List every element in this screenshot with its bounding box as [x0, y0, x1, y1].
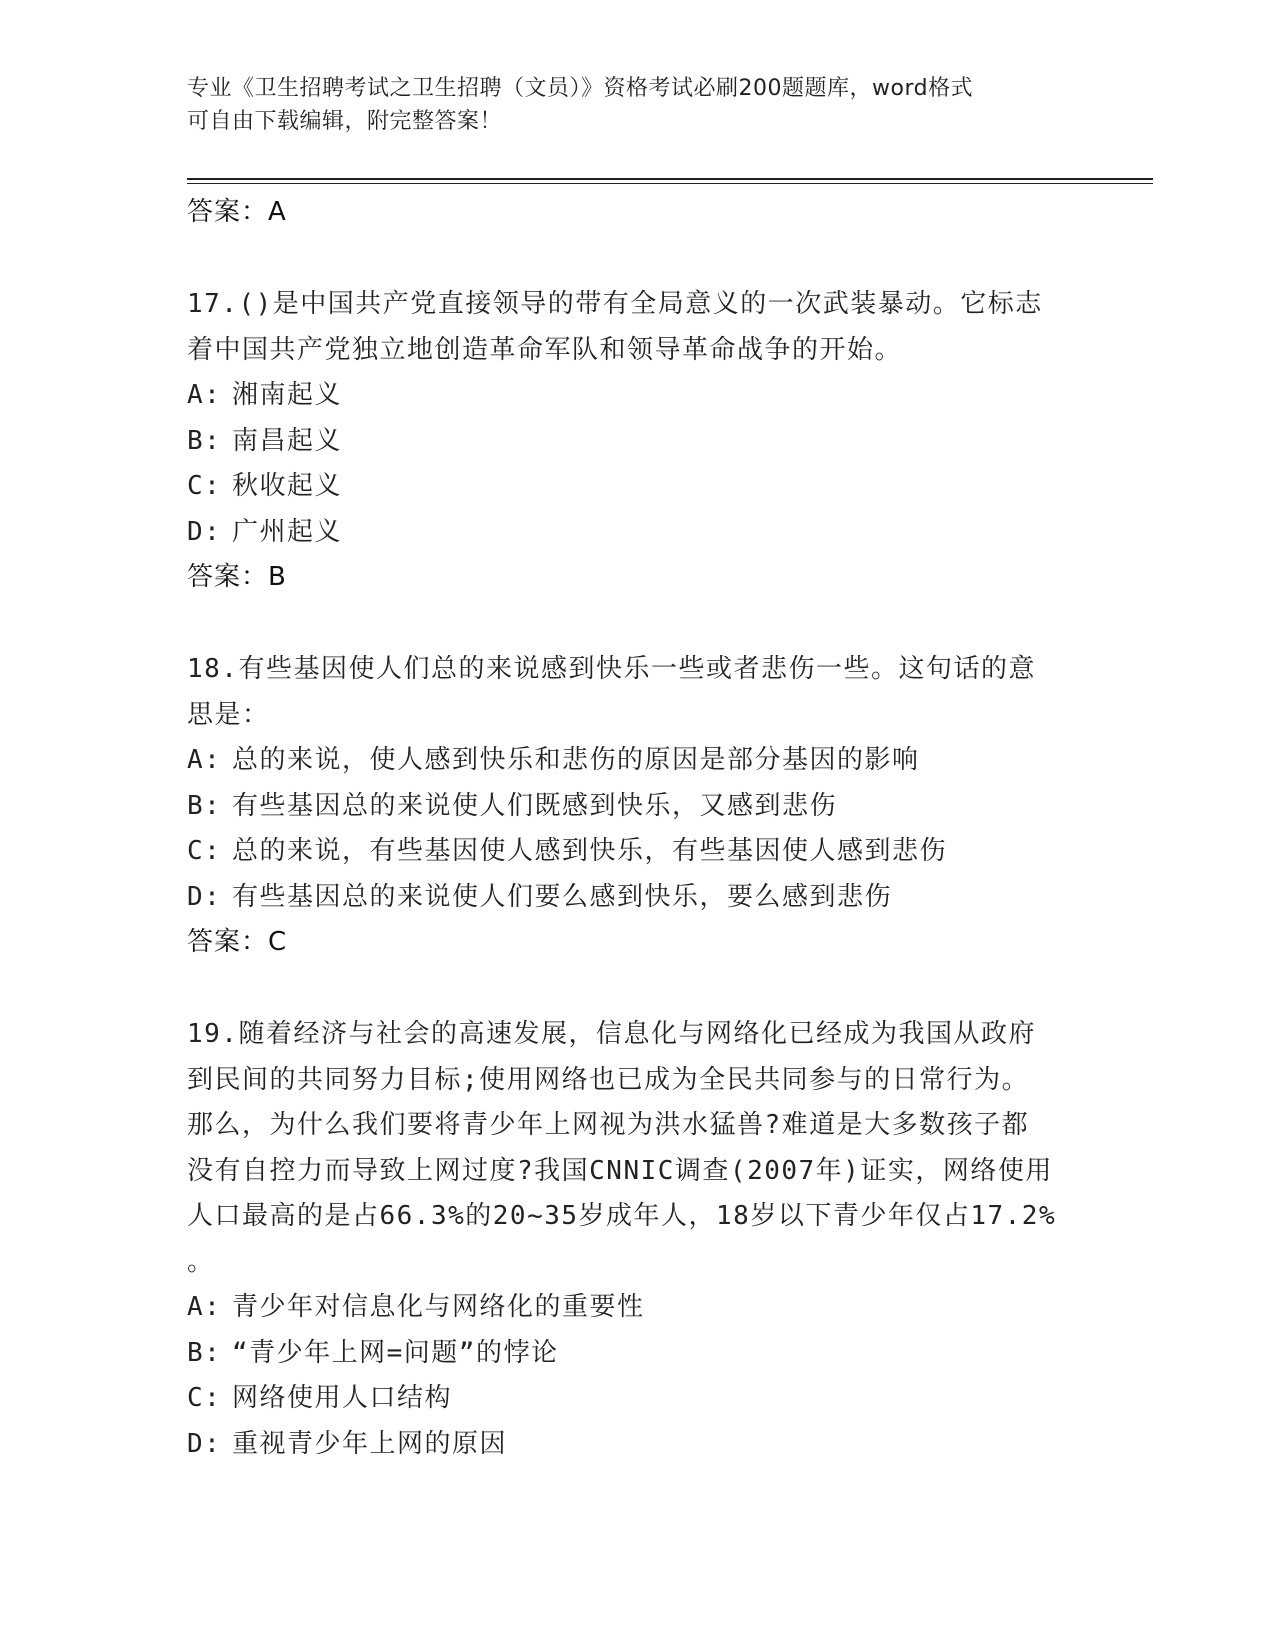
option-letter: B: — [187, 1337, 222, 1368]
option-d — [187, 1422, 1087, 1468]
option-letter: C: — [187, 1383, 222, 1413]
option-letter: C: — [187, 836, 222, 866]
option-c — [187, 1376, 1087, 1422]
option-b — [187, 784, 1087, 830]
option-letter: A: — [187, 745, 222, 775]
option-b — [187, 1331, 1087, 1377]
question-stem-line: 到民间的共同努力目标;使用网络也已成为全民共同参与的日常行为。 — [187, 1064, 1030, 1095]
option-d — [187, 875, 1087, 921]
option-letter: D: — [187, 516, 222, 547]
option-a — [187, 373, 1087, 419]
question-17 — [187, 282, 1087, 599]
option-a — [187, 738, 1087, 784]
option-text: 南昌起义 — [232, 425, 343, 456]
option-text: 秋收起义 — [232, 471, 343, 501]
question-stem-line: 17.()是中国共产党直接领导的带有全局意义的一次武装暴动。它标志 — [187, 289, 1043, 319]
question-stem-line: 思是： — [187, 699, 270, 730]
header-line-1: 专业《卫生招聘考试之卫生招聘（文员）》资格考试必刷200题题库，word格式 — [187, 76, 974, 101]
option-letter: C: — [187, 471, 222, 501]
option-letter: B: — [187, 425, 222, 456]
question-stem-line: 没有自控力而导致上网过度?我国CNNIC调查(2007年)证实，网络使用 — [187, 1155, 1053, 1186]
question-answer: 答案：C — [187, 927, 288, 957]
option-text: 青少年对信息化与网络化的重要性 — [232, 1292, 645, 1322]
question-stem-line: 18.有些基因使人们总的来说感到快乐一些或者悲伤一些。这句话的意 — [187, 654, 1036, 684]
question-stem-line: 19.随着经济与社会的高速发展，信息化与网络化已经成为我国从政府 — [187, 1019, 1036, 1049]
document-header — [187, 72, 1067, 138]
header-divider-thick — [187, 178, 1153, 180]
option-c — [187, 464, 1087, 510]
header-line-2: 可自由下载编辑，附完整答案！ — [187, 109, 503, 134]
option-text: “青少年上网=问题”的悖论 — [232, 1337, 559, 1368]
option-text: 总的来说，使人感到快乐和悲伤的原因是部分基因的影响 — [232, 745, 920, 775]
option-letter: B: — [187, 790, 222, 821]
question-answer: 答案：B — [187, 562, 287, 592]
document-body — [187, 188, 1087, 1467]
option-text: 总的来说，有些基因使人感到快乐，有些基因使人感到悲伤 — [232, 836, 948, 866]
question-stem-line: 那么，为什么我们要将青少年上网视为洪水猛兽?难道是大多数孩子都 — [187, 1110, 1030, 1140]
option-b — [187, 419, 1087, 465]
question-19 — [187, 1012, 1087, 1467]
previous-question-answer: 答案：A — [187, 197, 287, 227]
option-d — [187, 510, 1087, 556]
option-letter: A: — [187, 1292, 222, 1322]
option-text: 有些基因总的来说使人们既感到快乐，又感到悲伤 — [232, 790, 838, 821]
question-18 — [187, 647, 1087, 964]
option-text: 有些基因总的来说使人们要么感到快乐，要么感到悲伤 — [232, 881, 893, 912]
option-letter: D: — [187, 1428, 222, 1459]
question-stem-line: 。 — [187, 1246, 215, 1277]
question-stem-line: 着中国共产党独立地创造革命军队和领导革命战争的开始。 — [187, 334, 903, 365]
option-text: 重视青少年上网的原因 — [232, 1428, 508, 1459]
option-a — [187, 1285, 1087, 1331]
option-text: 网络使用人口结构 — [232, 1383, 453, 1413]
option-letter: D: — [187, 881, 222, 912]
option-c — [187, 829, 1087, 875]
option-text: 广州起义 — [232, 516, 343, 547]
option-letter: A: — [187, 380, 222, 410]
option-text: 湘南起义 — [232, 380, 343, 410]
question-stem-line: 人口最高的是占66.3%的20~35岁成年人，18岁以下青少年仅占17.2% — [187, 1201, 1057, 1231]
header-divider-thin — [187, 183, 1153, 184]
